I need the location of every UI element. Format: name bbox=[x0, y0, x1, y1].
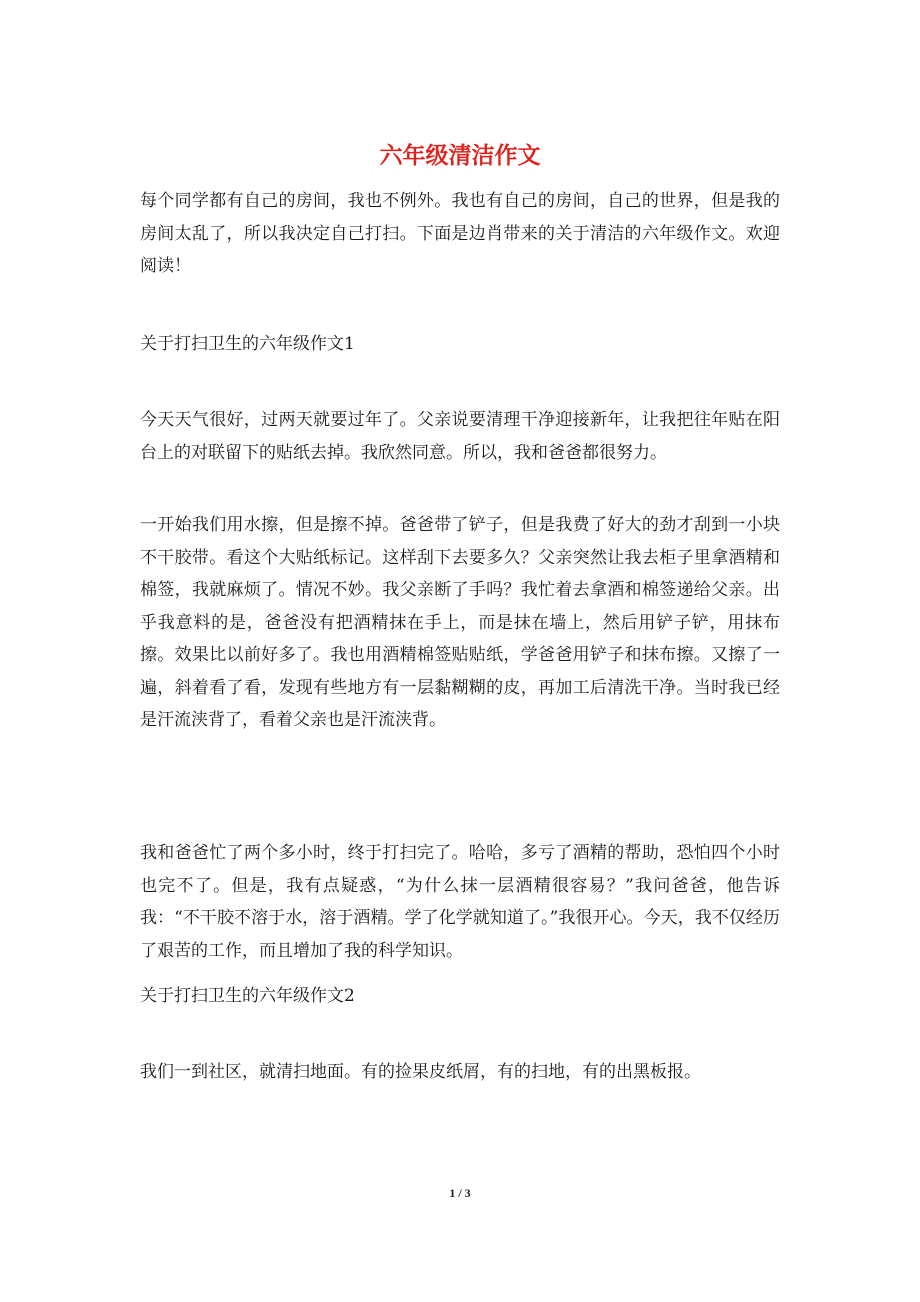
essay1-paragraph-3: 我和爸爸忙了两个多小时，终于打扫完了。哈哈，多亏了酒精的帮助，恐怕四个小时也完不了。但是，我有点疑惑，“为什么抹一层酒精很容易？”我问爸爸，他告诉我：“不干胶不溶于水，溶于酒精。学了化学就知道了。”我很开心。今天，我不仅经历了艰苦的工作，而且增加了我的科学知识。 bbox=[140, 843, 780, 961]
section-heading-2: 关于打扫卫生的六年级作文2 bbox=[140, 986, 355, 1006]
page-number: 1 / 3 bbox=[449, 1186, 471, 1200]
section-heading-1: 关于打扫卫生的六年级作文1 bbox=[140, 334, 355, 354]
essay2-paragraph-1: 我们一到社区，就清扫地面。有的捡果皮纸屑，有的扫地，有的出黑板报。 bbox=[140, 1062, 701, 1082]
document-title: 六年级清洁作文 bbox=[379, 142, 541, 169]
intro-paragraph: 每个同学都有自己的房间，我也不例外。我也有自己的房间，自己的世界，但是我的房间太乱了，所以我决定自己打扫。下面是边肖带来的关于清洁的六年级作文。欢迎阅读！ bbox=[140, 191, 780, 276]
essay1-paragraph-2: 一开始我们用水擦，但是擦不掉。爸爸带了铲子，但是我费了好大的劲才刮到一小块不干胶带。看这个大贴纸标记。这样刮下去要多久？父亲突然让我去柜子里拿酒精和棉签，我就麻烦了。情况不妙。我父亲断了手吗？我忙着去拿酒和棉签递给父亲。出乎我意料的是，爸爸没有把酒精抹在手上，而是抹在墙上，然后用铲子铲，用抹布擦。效果比以前好多了。我也用酒精棉签贴贴纸，学爸爸用铲子和抹布擦。又擦了一遍，斜着看了看，发现有些地方有一层黏糊糊的皮，再加工后清洗干净。当时我已经是汗流浃背了，看着父亲也是汗流浃背。 bbox=[140, 515, 780, 730]
essay1-paragraph-1: 今天天气很好，过两天就要过年了。父亲说要清理干净迎接新年，让我把往年贴在阳台上的对联留下的贴纸去掉。我欣然同意。所以，我和爸爸都很努力。 bbox=[140, 410, 780, 463]
